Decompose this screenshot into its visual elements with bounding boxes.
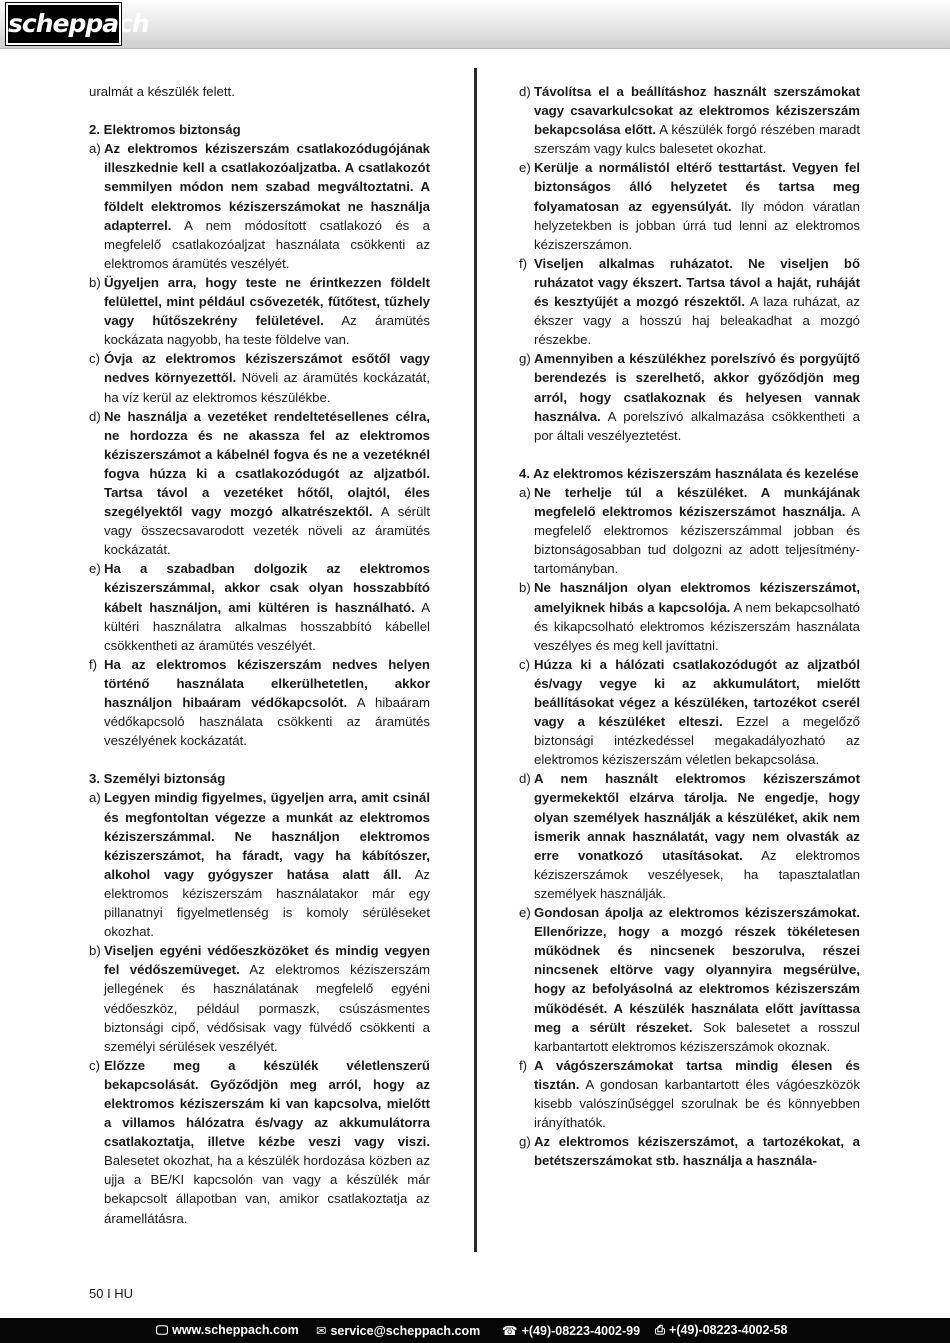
item-label: c): [519, 656, 530, 672]
item-text: [534, 655, 860, 770]
item-label: a): [89, 790, 101, 806]
list-item: [89, 349, 430, 406]
item-normal-text: A hibaáram védőkapcsoló használata csökkenti az áramütés veszélyének kockázatát.: [104, 695, 430, 749]
list-item: [519, 158, 860, 253]
item-normal-text: Növeli az áramütés kockázatát, ha víz kerül az elektromos készülékbe.: [104, 370, 430, 405]
item-label: f): [519, 255, 528, 271]
item-bold-text: Ha a szabadban dolgozik az elektromos kéziszerszámmal, akkor csak olyan hosszabbító kábelt használjon, ami kültéren is használható.: [104, 561, 430, 615]
footer-website-text: www.scheppach.com: [172, 1323, 299, 1337]
list-item: [519, 1056, 860, 1132]
section-3-continued-list: [519, 82, 860, 445]
list-item: [519, 254, 860, 349]
item-text: [534, 903, 860, 1056]
column-divider: [474, 68, 477, 1252]
list-item: [519, 82, 860, 158]
item-text: [104, 139, 430, 273]
item-label: f): [89, 656, 98, 672]
item-bold-text: Ne használjon olyan elektromos kéziszerszámot, amelyiknek hibás a kapcsolója.: [534, 580, 860, 615]
item-label: d): [89, 408, 101, 424]
item-normal-text: A kültéri használatra alkalmas hosszabbító kábellel csökkentheti az áramütés veszélyét.: [104, 599, 431, 653]
item-bold-text: Viseljen egyéni védőeszközöket és mindig vegyen fel védőszemüveget.: [104, 943, 430, 978]
item-label: d): [519, 84, 531, 99]
item-normal-text: Sok balesetet a rosszul karbantartott elektromos kéziszerszámok okoznak.: [534, 1019, 860, 1054]
item-label: b): [89, 274, 101, 290]
item-text: [104, 655, 430, 750]
item-normal-text: A porelszívó alkalmazása csökkentheti a por általi veszélyeztetést.: [534, 408, 861, 443]
item-normal-text: Ezzel a megelőző biztonsági intézkedéssel megakadályozható az elektromos kéziszerszám véletlen bekapcsolása.: [534, 714, 860, 768]
item-bold-text: Ne használja a vezetéket rendeltetésellenes célra, ne hordozza és ne akassza fel az elektromos kéziszerszámot a kábelnél fogva és ne a vezetéknél fogva húzza ki a csatlakozódugót az aljzatból. Tartsa távol a vezetéket hőtől, olajtól, éles szegélyektől vagy mozgó alkatrészektől.: [104, 408, 430, 520]
right-column: [519, 82, 860, 1170]
item-normal-text: A laza ruházat, az ékszer vagy a hosszú haj beleakadhat a mozgó részekbe.: [534, 294, 860, 348]
item-text: [104, 273, 430, 349]
list-item: [89, 139, 430, 273]
item-label: e): [89, 561, 101, 577]
item-bold-text: Gondosan ápolja az elektromos kéziszerszámokat. Ellenőrizze, hogy a mozgó részek tökéletesen működnek és nincsenek beszorulva, részei nincsenek eltörve vagy olyannyira megsérülve, hogy az befolyásolná az elektromos kéziszerszám működését. A készülék használata előtt javíttassa meg a sérült részeket.: [534, 905, 860, 1035]
item-normal-text: Az elektromos kéziszerszám használatakor már egy pillanatnyi figyelmetlenség is komoly sérüléseket okozhat.: [104, 866, 431, 940]
phone-icon: ☎: [502, 1324, 518, 1338]
item-label: a): [519, 484, 531, 500]
scheppach-logo: scheppach: [6, 3, 121, 45]
item-normal-text: A nem bekapcsolható és kikapcsolható elektromos kéziszerszám használata veszélyes és meg kell javíttatni.: [534, 599, 861, 653]
footer-fax-text: +(49)-08223-4002-58: [669, 1323, 788, 1337]
list-item: [519, 578, 860, 654]
item-text: [534, 254, 860, 349]
item-bold-text: Ne terhelje túl a készüléket. A munkájának megfelelő elektromos kéziszerszámot használja.: [534, 484, 860, 520]
footer-phone: [502, 1323, 640, 1338]
item-bold-text: Az elektromos kéziszerszám csatlakozódugójának illeszkednie kell a csatlakozóaljzatba. A csatlakozót semmilyen módon nem szabad megváltoztatni. A földelt elektromos kéziszerszámokat ne használja adapterrel.: [104, 141, 430, 233]
list-item: [519, 1132, 860, 1170]
item-bold-text: Viseljen alkalmas ruházatot. Ne viseljen bő ruházatot vagy ékszert. Tartsa távol a haját, ruháját és kesztyűjét a mozgó részektől.: [534, 255, 860, 310]
list-item: [89, 273, 430, 349]
item-text: [104, 941, 430, 1056]
item-normal-text: A gondosan karbantartott éles vágóeszközök kisebb valószínűséggel szorulnak be és könnyebben irányíthatók.: [534, 1076, 860, 1131]
list-item: [519, 349, 860, 444]
item-text: [104, 1056, 430, 1228]
list-item: [89, 655, 430, 750]
item-label: g): [519, 1134, 531, 1150]
section-2-title: 2. Elektromos biztonság: [89, 122, 241, 138]
item-bold-text: A nem használt elektromos kéziszerszámot gyermekektől elzárva tárolja. Ne engedje, hogy olyan személyek használják a készüléket, akik nem ismerik annak használatát, vagy nem olvasták az erre vonatkozó utasításokat.: [534, 771, 860, 863]
section-3-list: [89, 788, 430, 1227]
item-bold-text: Az elektromos kéziszerszámot, a tartozékokat, a betétszerszámokat stb. használja a használa-: [534, 1134, 860, 1169]
item-normal-text: A nem módosított csatlakozó és a megfelelő csatlakozóaljzat használata csökkenti az elektromos áramütés veszélyét.: [104, 217, 431, 271]
item-label: a): [89, 141, 101, 157]
item-text: [534, 483, 860, 578]
footer-phone-text: +(49)-08223-4002-99: [521, 1324, 641, 1338]
footer-website: [156, 1323, 299, 1338]
item-bold-text: Ha az elektromos kéziszerszám nedves helyen történő használata elkerülhetetlen, akkor használjon hibaáram védőkapcsolót.: [104, 656, 430, 710]
list-item: [519, 655, 860, 770]
intro-text: uralmát a készülék felett.: [89, 84, 235, 99]
footer-email: [316, 1323, 480, 1338]
item-normal-text: Balesetet okozhat, ha a készülék hordozása közben az ujja a BE/KI kapcsolón van vagy a készülék már bekapcsolt állapotban van, amikor csatlakoztatja az áramellátásra.: [104, 1153, 430, 1226]
item-bold-text: A vágószerszámokat tartsa mindig élesen és tisztán.: [534, 1057, 860, 1092]
list-item: [519, 903, 860, 1056]
item-normal-text: Az áramütés kockázata nagyobb, ha teste földelve van.: [104, 313, 431, 348]
item-label: g): [519, 351, 531, 367]
list-item: [89, 941, 430, 1056]
footer-fax: [655, 1323, 788, 1338]
page-footer: [0, 1318, 950, 1343]
item-text: [104, 349, 430, 406]
item-label: d): [519, 771, 531, 787]
monitor-icon: 🖵: [156, 1323, 169, 1337]
left-column: [89, 82, 430, 1228]
list-item: [519, 769, 860, 903]
item-text: [104, 788, 430, 941]
item-normal-text: Ily módon váratlan helyzetekben is jobban úrrá tud lenni az elektromos kéziszerszámon.: [534, 198, 860, 252]
item-label: e): [519, 905, 531, 921]
item-bold-text: Legyen mindig figyelmes, ügyeljen arra, amit csinál és megfontoltan végezze a munkát az elektromos kéziszerszámmal. Ne használjon elektromos kéziszerszámot, ha fáradt, vagy ha kábítószer, alkohol vagy gyógyszer hatása alatt áll.: [104, 790, 430, 882]
section-4-list: [519, 483, 860, 1170]
item-text: [534, 1056, 860, 1132]
section-2-list: [89, 139, 430, 750]
section-4-title: 4. Az elektromos kéziszerszám használata és kezelése: [519, 465, 859, 481]
list-item: [519, 483, 860, 578]
footer-email-text: service@scheppach.com: [330, 1324, 481, 1338]
item-normal-text: A készülék forgó részében maradt szerszám vagy kulcs balesetet okozhat.: [534, 122, 861, 157]
item-text: [534, 158, 860, 253]
email-icon: ✉: [316, 1324, 327, 1338]
item-normal-text: A megfelelő elektromos kéziszerszámmal jobban és biztonságosabban tud dolgozni az adott teljesítmény-tartományban.: [534, 504, 860, 577]
item-text: [534, 769, 860, 903]
item-text: [104, 407, 430, 560]
section-3-title: 3. Személyi biztonság: [89, 771, 226, 787]
list-item: [89, 1056, 430, 1228]
item-normal-text: A sérült vagy összecsavarodott vezeték növeli az áramütés kockázatát.: [104, 504, 431, 558]
item-normal-text: Az elektromos kéziszerszám jellegének és használatának megfelelő egyéni védőeszköz, például pormaszk, csúszásmentes biztonsági cipő, védősisak vagy fülvédő csökkenti a személyi sérülések veszélyét.: [104, 962, 430, 1054]
item-text: [534, 82, 860, 158]
item-bold-text: Távolítsa el a beállításhoz használt szerszámokat vagy csavarkulcsokat az elektromos kéziszerszám bekapcsolása előtt.: [534, 84, 860, 138]
item-label: e): [519, 160, 531, 176]
item-bold-text: Előzze meg a készülék véletlenszerű bekapcsolását. Győződjön meg arról, hogy az elektromos kéziszerszám ki van kapcsolva, mielőtt a villamos hálózatra és/vagy az akkumulátorra csatlakoztatja, illetve kézbe veszi vagy viszi.: [104, 1057, 430, 1150]
page-number: 50 I HU: [89, 1286, 134, 1301]
item-label: f): [519, 1057, 528, 1073]
item-text: [104, 559, 430, 654]
item-bold-text: Kerülje a normálistól eltérő testtartást. Vegyen fel biztonságos álló helyzetet és tartsa meg folyamatosan az egyensúlyát.: [534, 160, 860, 214]
item-bold-text: Húzza ki a hálózati csatlakozódugót az aljzatból és/vagy vegye ki az akkumulátort, mielőtt beállításokat végez a készüléken, tartozékot cserél vagy a készüléket elteszi.: [534, 656, 860, 730]
item-label: c): [89, 351, 100, 367]
list-item: [89, 407, 430, 560]
item-text: [534, 578, 860, 654]
item-bold-text: Ügyeljen arra, hogy teste ne érintkezzen földelt felülettel, mint például csővezeték, fűtőtest, tűzhely vagy hűtőszekrény felületével.: [104, 274, 430, 329]
item-text: [534, 349, 860, 444]
item-label: b): [89, 943, 101, 959]
list-item: [89, 788, 430, 941]
item-label: b): [519, 580, 531, 596]
item-normal-text: Az elektromos kéziszerszámok veszélyesek, ha tapasztalatlan személyek használják.: [534, 847, 860, 901]
list-item: [89, 559, 430, 654]
page-header: [0, 0, 950, 49]
item-label: c): [89, 1057, 100, 1073]
item-bold-text: Amennyiben a készülékhez porelszívó és porgyűjtő berendezés is szerelhető, akkor győződjön meg arról, hogy csatlakoznak és helyesen vannak használva.: [534, 351, 860, 424]
item-text: [534, 1132, 860, 1170]
fax-icon: ⎙: [655, 1323, 666, 1337]
item-bold-text: Óvja az elektromos kéziszerszámot esőtől vagy nedves környezettől.: [104, 351, 430, 386]
